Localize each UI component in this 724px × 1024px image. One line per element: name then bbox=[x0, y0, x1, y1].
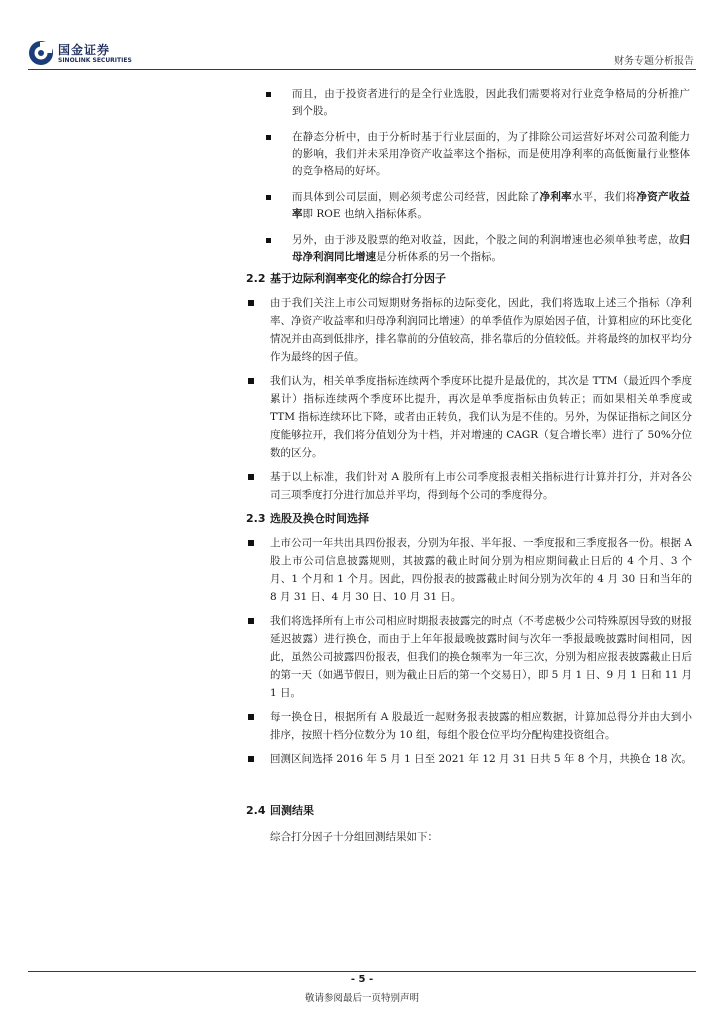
paragraph-item bbox=[246, 468, 692, 504]
paragraph-text: 由于我们关注上市公司短期财务指标的边际变化，因此，我们将选取上述三个指标（净利率、净资产收益率和归母净利润同比增速）的单季值作为原始因子值，计算相应的环比变化情况并由高到低排序，排名靠前的分值较高，排名靠后的分值较低。并将最终的加权平均分作为最终的因子值。 bbox=[270, 297, 692, 363]
paragraph-item bbox=[246, 612, 692, 702]
section-number: 2.4 bbox=[246, 804, 266, 817]
bullet-square-icon bbox=[266, 195, 271, 200]
section-2-3 bbox=[246, 510, 692, 768]
bullet-text: 而具体到公司层面，则必须考虑公司经营，因此除了 bbox=[292, 191, 540, 203]
section-number: 2.3 bbox=[246, 512, 266, 525]
section-heading bbox=[246, 510, 692, 528]
bullet-square-icon bbox=[266, 92, 271, 97]
emphasized-text: 归母净利润同比增速 bbox=[292, 234, 690, 263]
bullet-square-icon bbox=[248, 618, 254, 624]
paragraph-item bbox=[246, 372, 692, 462]
bullet-text: 水平，我们将 bbox=[571, 191, 637, 203]
logo-chinese-name: 国金证券 bbox=[58, 43, 111, 57]
paragraph-item bbox=[246, 750, 692, 768]
company-logo bbox=[28, 40, 138, 70]
intro-text: 综合打分因子十分组回测结果如下： bbox=[270, 831, 438, 843]
section-2-4 bbox=[246, 802, 692, 846]
paragraph-item bbox=[246, 294, 692, 366]
paragraph-text: 我们将选择所有上市公司相应时期报表披露完的时点（不考虑极少公司特殊原因导致的财报延迟披露）进行换仓，而由于上年年报最晚披露时间与次年一季报最晚披露时间相同，因此，虽然公司披露四份报表，但我们的换仓频率为一年三次，分别为相应报表披露截止日后的第一天（如遇节假日，则为截止日后的第一个交易日），即 5 月 1 日、9 月 1 日和 11 月 1 日。 bbox=[270, 615, 692, 699]
section-title: 基于边际利润率变化的综合打分因子 bbox=[270, 272, 446, 285]
report-type-label: 财务专题分析报告 bbox=[614, 56, 694, 67]
footer-divider bbox=[28, 971, 696, 972]
section-2-2 bbox=[246, 270, 692, 504]
paragraph-text: 我们认为，相关单季度指标连续两个季度环比提升是最优的，其次是 TTM（最近四个季度累计）指标连续两个季度环比提升，再次是单季度指标由负转正；而如果相关单季度或 TTM 指标连续环比下降，或者由正转负，我们认为是不佳的。另外，为保证指标之间区分度能够拉开，我们将分值划分为十档，并对增速的 CAGR（复合增长率）进行了 50%分位数的区分。 bbox=[270, 375, 692, 459]
section-title: 选股及换仓时间选择 bbox=[270, 512, 369, 525]
page-header bbox=[0, 0, 724, 72]
bullet-text: 而且，由于投资者进行的是全行业选股，因此我们需要将对行业竞争格局的分析推广到个股。 bbox=[292, 88, 690, 117]
emphasized-text: 净利率 bbox=[539, 191, 572, 203]
bullet-square-icon bbox=[248, 540, 254, 546]
bullet-square-icon bbox=[266, 135, 271, 140]
paragraph-text: 回测区间选择 2016 年 5 月 1 日至 2021 年 12 月 31 日共 5 年 8 个月，共换仓 18 次。 bbox=[270, 753, 692, 765]
disclaimer-text: 敬请参阅最后一页特别声明 bbox=[304, 993, 419, 1004]
bullet-item bbox=[266, 189, 690, 223]
bullet-text: 在静态分析中，由于分析时基于行业层面的，为了排除公司运营好坏对公司盈利能力的影响，我们并未采用净资产收益率这个指标，而是使用净利率的高低衡量行业整体的竞争格局的好坏。 bbox=[292, 131, 690, 177]
header-divider bbox=[28, 69, 696, 70]
paragraph-text: 上市公司一年共出具四份报表，分别为年报、半年报、一季度报和三季度报各一份。根据 A 股上市公司信息披露规则，其披露的截止时间分别为相应期间截止日后的 4 个月、3 个月、1 个月和 1 个月。因此，四份报表的披露截止时间分别为次年的 4 月 30 日和当年的 8 月 31 日、4 月 30 日、10 月 31 日。 bbox=[270, 537, 692, 603]
bullet-item bbox=[266, 232, 690, 266]
bullet-square-icon bbox=[248, 756, 254, 762]
section-number: 2.2 bbox=[246, 272, 266, 285]
logo-english-name: SINOLINK SECURITIES bbox=[58, 57, 132, 64]
paragraph-item bbox=[246, 708, 692, 744]
paragraph-text: 每一换仓日，根据所有 A 股最近一起财务报表披露的相应数据，计算加总得分并由大到小排序，按照十档分位数分为 10 组，每组个股仓位平均分配构建投资组合。 bbox=[270, 711, 692, 741]
bullet-square-icon bbox=[248, 714, 254, 720]
section-heading bbox=[246, 802, 692, 820]
bullet-square-icon bbox=[266, 238, 271, 243]
top-bullet-list bbox=[266, 86, 690, 275]
bullet-item bbox=[266, 86, 690, 120]
page-number: - 5 - bbox=[350, 974, 374, 985]
logo-mark-icon bbox=[28, 40, 54, 66]
paragraph-item bbox=[246, 534, 692, 606]
bullet-text: 即 ROE 也纳入指标体系。 bbox=[302, 208, 428, 220]
section-heading bbox=[246, 270, 692, 288]
paragraph-text: 基于以上标准，我们针对 A 股所有上市公司季度报表相关指标进行计算并打分，并对各公司三项季度打分进行加总并平均，得到每个公司的季度得分。 bbox=[270, 471, 692, 501]
section-title: 回测结果 bbox=[270, 804, 314, 817]
emphasized-text: 净资产收益率 bbox=[292, 191, 691, 220]
bullet-square-icon bbox=[248, 474, 254, 480]
bullet-text: 是分析体系的另一个指标。 bbox=[376, 251, 502, 263]
bullet-square-icon bbox=[248, 300, 254, 306]
bullet-square-icon bbox=[248, 378, 254, 384]
bullet-item bbox=[266, 129, 690, 180]
bullet-text: 另外，由于涉及股票的绝对收益，因此，个股之间的利润增速也必须单独考虑，故 bbox=[292, 234, 680, 246]
